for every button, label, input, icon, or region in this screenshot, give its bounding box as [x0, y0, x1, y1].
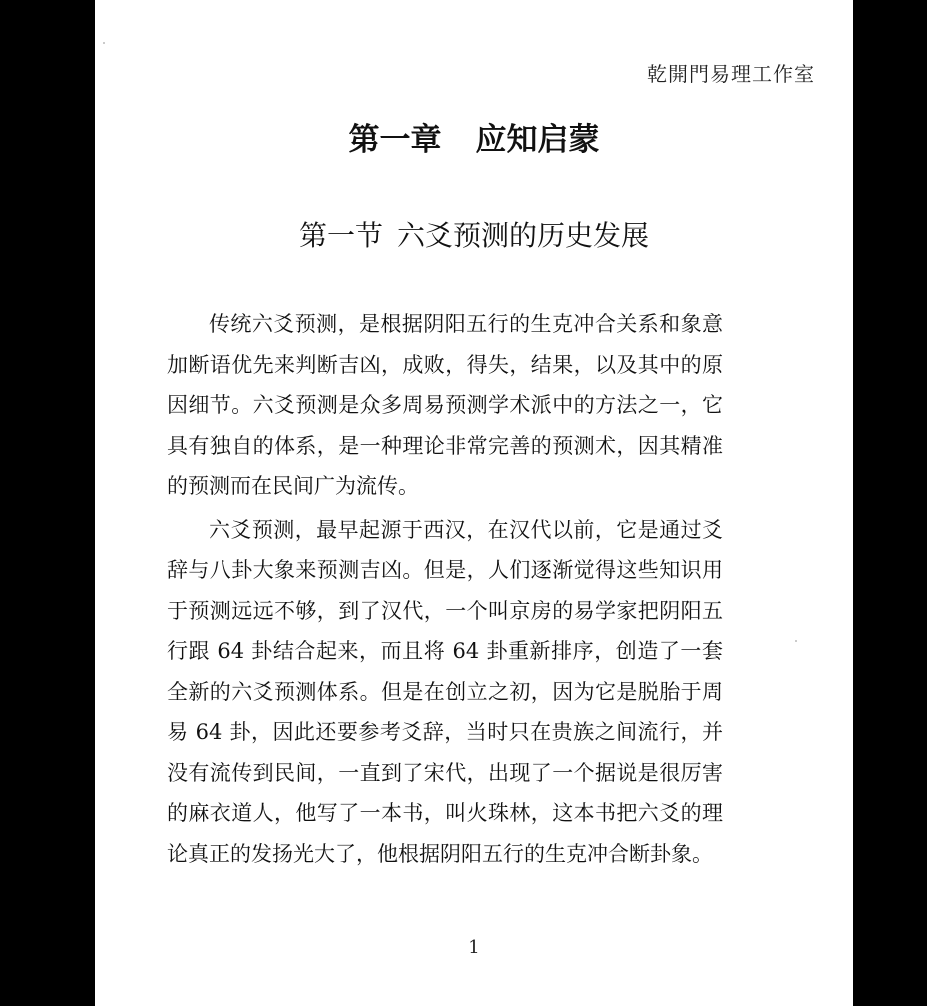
- header-studio-name: 乾開門易理工作室: [647, 62, 815, 86]
- section-title: [95, 214, 853, 254]
- chapter-title: [95, 114, 853, 159]
- scan-speck: [795, 640, 797, 642]
- paragraph: 传统六爻预测，是根据阴阳五行的生克冲合关系和象意加断语优先来判断吉凶，成败，得失，结果，以及其中的原因细节。六爻预测是众多周易预测学术派中的方法之一，它具有独自的体系，是一种理论非常完善的预测术，因其精准的预测而在民间广为流传。: [167, 312, 723, 498]
- paragraph: 六爻预测，最早起源于西汉，在汉代以前，它是通过爻辞与八卦大象来预测吉凶。但是，人们逐渐觉得这些知识用于预测远远不够，到了汉代，一个叫京房的易学家把阴阳五行跟 64 卦结合起来，而且将 64 卦重新排序，创造了一套全新的六爻预测体系。但是在创立之初，因为它是脱胎于周易 64 卦，因此还要参考爻辞，当时只在贵族之间流行，并没有流传到民间，一直到了宋代，出现了一个据说是很厉害的麻衣道人，他写了一本书，叫火珠林，这本书把六爻的理论真正的发扬光大了，他根据阴阳五行的生克冲合断卦象。: [167, 517, 723, 866]
- document-page: [95, 0, 853, 1006]
- page-number: 1: [468, 937, 480, 958]
- section-name: 六爻预测的历史发展: [397, 219, 650, 252]
- scan-speck: [103, 42, 105, 44]
- section-number: 第一节: [298, 219, 383, 252]
- body-text: [167, 304, 723, 877]
- chapter-name: 应知启蒙: [475, 122, 600, 158]
- chapter-number: 第一章: [348, 122, 442, 158]
